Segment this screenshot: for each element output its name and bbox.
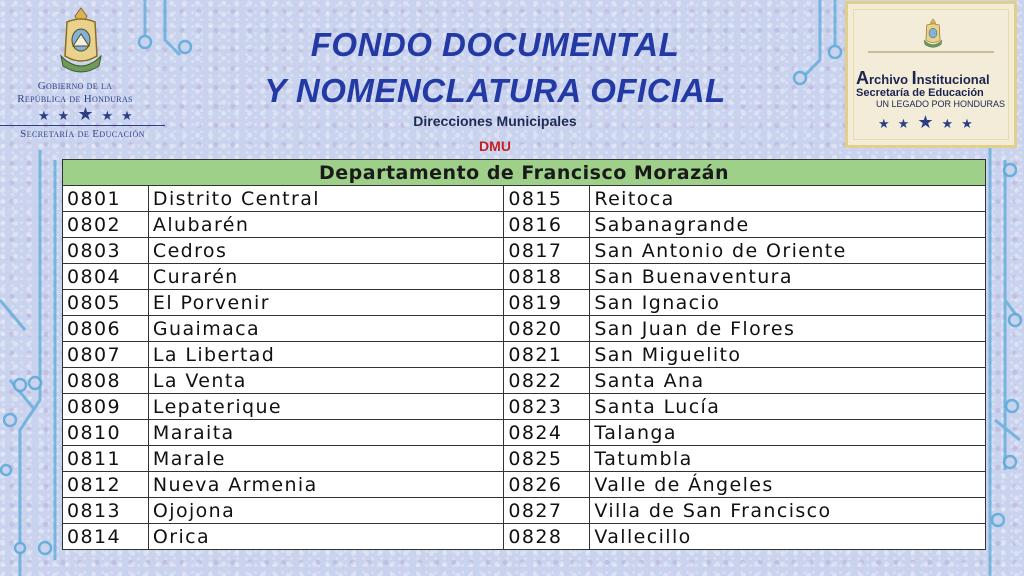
- table-header-row: [63, 160, 986, 186]
- archive-secretariat: Secretaría de Educación: [856, 87, 984, 99]
- code-cell: 0816: [504, 212, 590, 238]
- municipality-cell: Villa de San Francisco: [590, 498, 986, 524]
- code-cell: 0812: [63, 472, 149, 498]
- star-icon: ★: [121, 108, 141, 123]
- table-row: [63, 472, 986, 498]
- code-cell: 0826: [504, 472, 590, 498]
- municipality-cell: Orica: [148, 524, 504, 550]
- page-subtitle: Direcciones Municipales: [413, 113, 577, 129]
- table-header: Departamento de Francisco Morazán: [63, 160, 986, 186]
- municipality-cell: Alubarén: [148, 212, 504, 238]
- divider: [868, 51, 994, 53]
- star-icon: ★: [57, 108, 78, 123]
- code-cell: 0828: [504, 524, 590, 550]
- code-cell: 0811: [63, 446, 149, 472]
- municipality-cell: San Ignacio: [590, 290, 986, 316]
- stars-row: [38, 104, 141, 125]
- municipality-cell: Curarén: [148, 264, 504, 290]
- star-icon: ★: [878, 116, 898, 131]
- municipality-cell: Ojojona: [148, 498, 504, 524]
- municipality-cell: Talanga: [590, 420, 986, 446]
- municipality-cell: Distrito Central: [148, 186, 504, 212]
- municipality-cell: Vallecillo: [590, 524, 986, 550]
- table-row: [63, 316, 986, 342]
- table-row: [63, 368, 986, 394]
- page-title-line2: Y NOMENCLATURA OFICIAL: [264, 72, 726, 109]
- municipality-cell: Valle de Ángeles: [590, 472, 986, 498]
- table-row: [63, 446, 986, 472]
- table-body: [63, 186, 986, 550]
- code-cell: 0803: [63, 238, 149, 264]
- municipality-cell: El Porvenir: [148, 290, 504, 316]
- code-cell: 0824: [504, 420, 590, 446]
- code-cell: 0801: [63, 186, 149, 212]
- star-icon: ★: [917, 112, 942, 132]
- municipality-cell: Sabanagrande: [590, 212, 986, 238]
- code-cell: 0821: [504, 342, 590, 368]
- stars-row: [878, 112, 981, 133]
- municipality-cell: Cedros: [148, 238, 504, 264]
- archive-motto: UN LEGADO POR HONDURAS: [876, 99, 1006, 109]
- code-cell: 0822: [504, 368, 590, 394]
- municipality-cell: Santa Lucía: [590, 394, 986, 420]
- coat-of-arms-icon: [57, 6, 105, 78]
- code-cell: 0806: [63, 316, 149, 342]
- government-logo: [0, 0, 165, 150]
- municipality-cell: Lepaterique: [148, 394, 504, 420]
- archive-title: Archivo Institucional: [856, 68, 990, 88]
- code-cell: 0804: [63, 264, 149, 290]
- code-cell: 0823: [504, 394, 590, 420]
- municipality-cell: La Libertad: [148, 342, 504, 368]
- code-cell: 0827: [504, 498, 590, 524]
- municipality-cell: Marale: [148, 446, 504, 472]
- code-cell: 0819: [504, 290, 590, 316]
- municipalities-table: [62, 159, 986, 550]
- code-cell: 0813: [63, 498, 149, 524]
- code-cell: 0825: [504, 446, 590, 472]
- republic-line: República de Honduras: [17, 93, 133, 105]
- municipality-cell: Nueva Armenia: [148, 472, 504, 498]
- code-cell: 0802: [63, 212, 149, 238]
- code-cell: 0820: [504, 316, 590, 342]
- table-row: [63, 238, 986, 264]
- table-row: [63, 524, 986, 550]
- star-icon: ★: [941, 116, 962, 131]
- municipality-cell: Reitoca: [590, 186, 986, 212]
- star-icon: ★: [38, 108, 58, 123]
- star-icon: ★: [77, 104, 102, 124]
- table-row: [63, 290, 986, 316]
- municipality-cell: La Venta: [148, 368, 504, 394]
- table-row: [63, 420, 986, 446]
- archive-logo: [845, 1, 1017, 148]
- municipality-cell: San Buenaventura: [590, 264, 986, 290]
- star-icon: ★: [961, 116, 981, 131]
- code-cell: 0805: [63, 290, 149, 316]
- star-icon: ★: [897, 116, 918, 131]
- code-cell: 0810: [63, 420, 149, 446]
- table-row: [63, 498, 986, 524]
- star-icon: ★: [101, 108, 122, 123]
- table-row: [63, 264, 986, 290]
- municipality-cell: Santa Ana: [590, 368, 986, 394]
- coat-of-arms-icon: [920, 18, 946, 50]
- secretariat-line: Secretaría de Educación: [0, 125, 165, 140]
- table-row: [63, 394, 986, 420]
- code-cell: 0817: [504, 238, 590, 264]
- page-title-line1: FONDO DOCUMENTAL: [310, 26, 680, 63]
- code-cell: 0807: [63, 342, 149, 368]
- code-cell: 0814: [63, 524, 149, 550]
- code-cell: 0809: [63, 394, 149, 420]
- municipality-cell: San Juan de Flores: [590, 316, 986, 342]
- section-tag: DMU: [479, 138, 511, 154]
- municipality-cell: Guaimaca: [148, 316, 504, 342]
- municipality-cell: Maraita: [148, 420, 504, 446]
- code-cell: 0808: [63, 368, 149, 394]
- table-row: [63, 342, 986, 368]
- municipality-cell: San Miguelito: [590, 342, 986, 368]
- code-cell: 0815: [504, 186, 590, 212]
- table-row: [63, 212, 986, 238]
- municipality-cell: San Antonio de Oriente: [590, 238, 986, 264]
- municipality-cell: Tatumbla: [590, 446, 986, 472]
- table-row: [63, 186, 986, 212]
- government-line: Gobierno de la: [37, 80, 113, 92]
- code-cell: 0818: [504, 264, 590, 290]
